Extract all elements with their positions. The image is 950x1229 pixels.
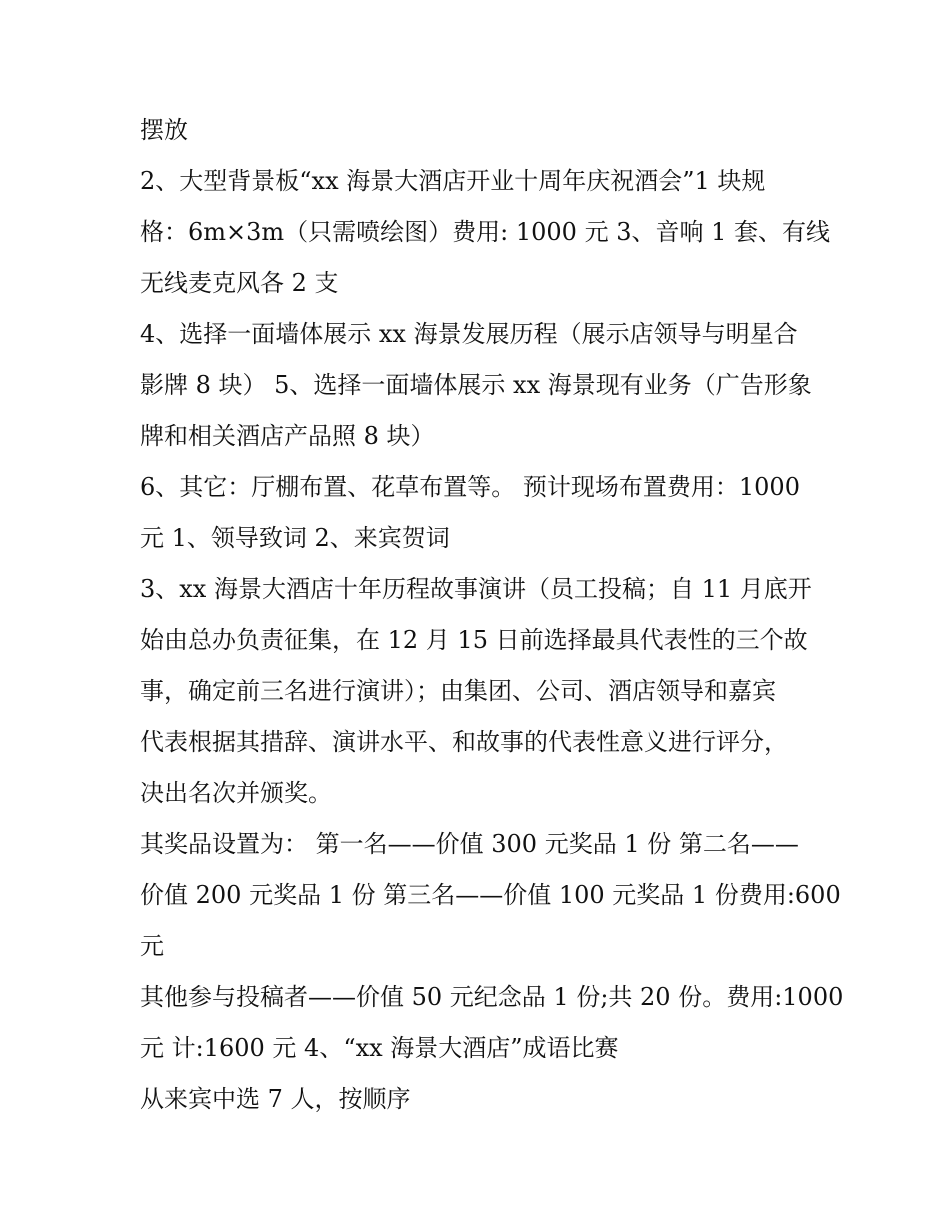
text-line: 决出名次并颁奖。 [140, 779, 332, 807]
text-line: 代表根据其措辞、演讲水平、和故事的代表性意义进行评分， [140, 728, 788, 756]
text-line: 牌和相关酒店产品照 8 块） [140, 422, 435, 450]
document-text [140, 105, 844, 1125]
text-line: 影牌 8 块） 5、选择一面墙体展示 xx 海景现有业务（广告形象 [140, 371, 812, 399]
text-line: 元 1、领导致词 2、来宾贺词 [140, 524, 450, 552]
text-line: 格：6m×3m（只需喷绘图）费用: 1000 元 3、音响 1 套、有线 [140, 218, 831, 246]
text-line: 无线麦克风各 2 支 [140, 269, 339, 297]
text-line: 4、选择一面墙体展示 xx 海景发展历程（展示店领导与明星合 [140, 320, 798, 348]
text-line: 其他参与投稿者——价值 50 元纪念品 1 份;共 20 份。费用:1000 [140, 983, 844, 1011]
text-line: 2、大型背景板“xx 海景大酒店开业十周年庆祝酒会”1 块规 [140, 167, 766, 195]
text-line: 元 [140, 932, 164, 960]
text-line: 3、xx 海景大酒店十年历程故事演讲（员工投稿；自 11 月底开 [140, 575, 812, 603]
text-line: 从来宾中选 7 人，按顺序 [140, 1085, 411, 1113]
text-line: 6、其它：厅棚布置、花草布置等。 预计现场布置费用：1000 [140, 473, 800, 501]
text-line: 摆放 [140, 116, 188, 144]
text-line: 事，确定前三名进行演讲）；由集团、公司、酒店领导和嘉宾 [140, 677, 776, 705]
text-line: 价值 200 元奖品 1 份 第三名——价值 100 元奖品 1 份费用:600 [140, 881, 841, 909]
text-line: 始由总办负责征集，在 12 月 15 日前选择最具代表性的三个故 [140, 626, 808, 654]
text-line: 元 计:1600 元 4、“xx 海景大酒店”成语比赛 [140, 1034, 619, 1062]
text-line: 其奖品设置为： 第一名——价值 300 元奖品 1 份 第二名—— [140, 830, 799, 858]
